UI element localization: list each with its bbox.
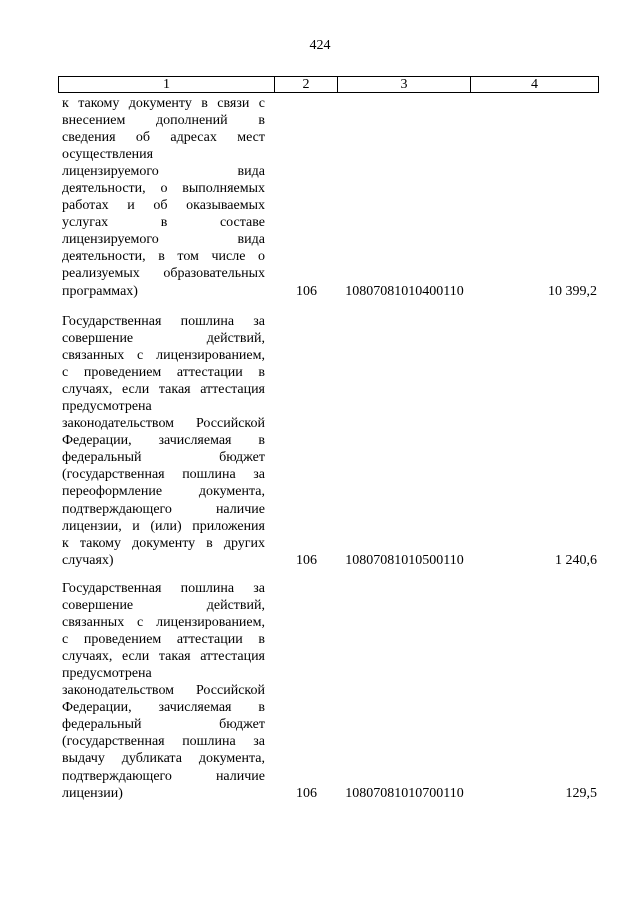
description-line: к такому документу в связи с [62, 96, 265, 111]
description-line: лицензии) [62, 785, 123, 801]
description-line: услугах в составе [62, 215, 265, 231]
description-line: случаях, если такая аттестация [62, 649, 265, 665]
description-line: с проведением аттестации в [62, 632, 265, 648]
row-description [62, 313, 265, 569]
description-line: подтверждающего наличие [62, 768, 265, 784]
description-line: реализуемых образовательных [62, 266, 265, 282]
description-line: связанных с лицензированием, [62, 348, 265, 364]
header-col-3: 3 [338, 77, 471, 92]
description-line: сведения об адресах мест [62, 130, 265, 146]
amount: 1 240,6 [555, 552, 597, 568]
admin-code: 106 [296, 552, 317, 568]
description-line: случаях) [62, 552, 114, 568]
description-line: лицензируемого вида [62, 164, 265, 180]
page-number: 424 [309, 38, 331, 53]
description-line: с проведением аттестации в [62, 365, 265, 381]
description-line: программах) [62, 283, 138, 299]
row-description [62, 580, 265, 802]
description-line: работах и об оказываемых [62, 198, 265, 214]
description-line: Государственная пошлина за [62, 581, 265, 596]
description-line: законодательством Российской [62, 416, 265, 432]
description-line: Государственная пошлина за [62, 314, 265, 329]
row-description [62, 95, 265, 300]
description-line: совершение действий, [62, 331, 265, 347]
description-line: переоформление документа, [62, 484, 265, 500]
amount: 129,5 [565, 785, 597, 801]
header-col-2: 2 [275, 77, 338, 92]
description-line: связанных с лицензированием, [62, 615, 265, 631]
header-col-1: 1 [59, 77, 275, 92]
kbk-code: 10807081010700110 [345, 785, 464, 801]
description-line: осуществления [62, 147, 154, 163]
description-line: законодательством Российской [62, 683, 265, 699]
admin-code: 106 [296, 283, 317, 299]
description-line: (государственная пошлина за [62, 734, 265, 750]
admin-code: 106 [296, 785, 317, 801]
description-line: федеральный бюджет [62, 717, 265, 733]
description-line: Федерации, зачисляемая в [62, 433, 265, 449]
kbk-code: 10807081010400110 [345, 283, 464, 299]
description-line: лицензии, и (или) приложения [62, 518, 265, 534]
description-line: выдачу дубликата документа, [62, 751, 265, 767]
description-line: деятельности, о выполняемых [62, 181, 265, 197]
description-line: (государственная пошлина за [62, 467, 265, 483]
description-line: федеральный бюджет [62, 450, 265, 466]
description-line: лицензируемого вида [62, 232, 265, 248]
description-line: Федерации, зачисляемая в [62, 700, 265, 716]
description-line: случаях, если такая аттестация [62, 382, 265, 398]
table-header [58, 76, 599, 93]
description-line: деятельности, в том числе о [62, 249, 265, 265]
description-line: к такому документу в других [62, 535, 265, 551]
kbk-code: 10807081010500110 [345, 552, 464, 568]
amount: 10 399,2 [548, 283, 597, 299]
description-line: внесением дополнений в [62, 113, 265, 129]
header-col-4: 4 [531, 77, 538, 92]
description-line: подтверждающего наличие [62, 501, 265, 517]
description-line: предусмотрена [62, 666, 152, 682]
description-line: предусмотрена [62, 399, 152, 415]
description-line: совершение действий, [62, 598, 265, 614]
